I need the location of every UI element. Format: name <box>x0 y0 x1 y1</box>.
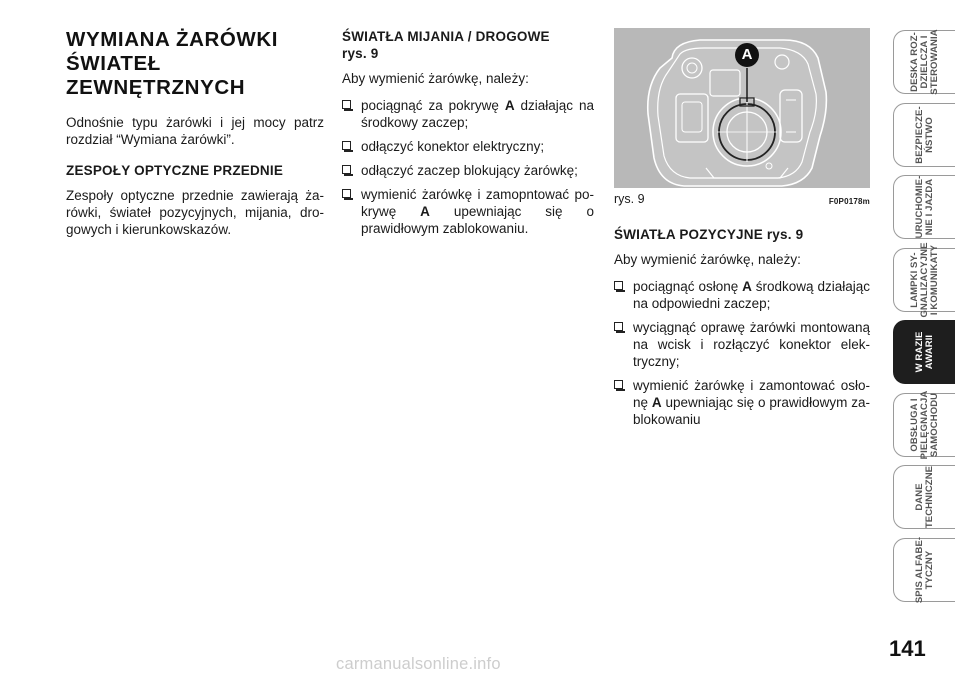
watermark: carmanualsonline.info <box>336 655 501 673</box>
step-item <box>614 377 870 428</box>
low-high-beam-intro: Aby wymienić żarówkę, należy: <box>342 71 529 86</box>
position-lights-steps <box>614 278 870 428</box>
position-lights-intro: Aby wymienić żarówkę, należy: <box>614 252 801 267</box>
figure-caption: rys. 9 <box>614 192 645 206</box>
step-text: środkową działając na odpowiedni zaczep; <box>633 279 870 311</box>
step-item <box>342 186 594 237</box>
main-title-line-3: ZEWNĘTRZNYCH <box>66 76 246 99</box>
tab-technical-data[interactable] <box>893 465 955 529</box>
step-text: działając na środkowy zaczep; <box>361 98 594 130</box>
checkbox-bullet-icon <box>342 141 351 150</box>
callout-label-a: A <box>741 46 753 63</box>
page-number: 141 <box>889 636 926 661</box>
step-text: wyciągnąć oprawę żarówki montowaną na wcisk i rozłączyć konektor elek-tryczny; <box>633 320 870 369</box>
tab-label: DESKA ROZ- DZIELCZA I STEROWANIA <box>908 29 940 95</box>
tab-maintenance[interactable] <box>893 390 955 459</box>
headlamp-figure <box>614 28 870 188</box>
section-heading: ZESPOŁY OPTYCZNE PRZEDNIE <box>66 163 284 178</box>
step-text: odłączyć zaczep blokujący żarówkę; <box>361 163 578 178</box>
main-title-line-2: ŚWIATEŁ <box>66 52 161 75</box>
left-column <box>66 28 324 248</box>
step-letter: A <box>504 98 515 113</box>
step-letter: A <box>742 279 752 294</box>
checkbox-bullet-icon <box>614 322 623 331</box>
checkbox-bullet-icon <box>614 380 623 389</box>
tab-emergency[interactable] <box>893 320 955 384</box>
step-text: wymienić żarówkę i zamontować osło-nę <box>633 378 870 410</box>
step-item <box>342 97 594 131</box>
tab-label: OBSŁUGA I PIELĘGNACJA SAMOCHODU <box>908 390 940 459</box>
tab-warning-lights[interactable] <box>893 241 955 318</box>
tab-label: SPIS ALFABE- TYCZNY <box>913 536 935 603</box>
tab-label: URUCHOMIE- NIE I JAZDA <box>913 175 935 239</box>
position-lights-heading: ŚWIATŁA POZYCYJNE rys. 9 <box>614 227 804 242</box>
middle-column <box>342 28 594 244</box>
figure-code: F0P0178m <box>828 197 870 206</box>
tab-index[interactable] <box>893 538 955 602</box>
step-text: wymienić żarówkę i zamopntować po-krywę <box>361 187 594 219</box>
tab-label: LAMPKI SY- GNALIZACYJNE I KOMUNIKATY <box>908 241 940 318</box>
step-item <box>614 278 870 312</box>
step-letter: A <box>651 395 662 410</box>
main-title-line-1: WYMIANA ŻARÓWKI <box>66 28 279 51</box>
low-high-beam-heading <box>342 28 594 62</box>
step-item <box>614 319 870 370</box>
step-letter: A <box>420 204 430 219</box>
step-text: upewniając się o prawidłowym za-blokowaniu <box>633 395 870 427</box>
tab-label: DANE TECHNICZNE <box>913 465 935 529</box>
low-high-beam-steps <box>342 97 594 237</box>
step-text: odłączyć konektor elektryczny; <box>361 139 545 154</box>
checkbox-bullet-icon <box>342 100 351 109</box>
step-text: pociągnąć osłonę <box>633 279 743 294</box>
main-title <box>66 28 324 100</box>
tab-label: W RAZIE AWARII <box>913 331 935 373</box>
tab-safety[interactable] <box>893 103 955 167</box>
chapter-tabs <box>893 30 960 610</box>
tab-starting-driving[interactable] <box>893 175 955 239</box>
checkbox-bullet-icon <box>342 189 351 198</box>
figure-caption-row <box>614 192 870 206</box>
low-high-beam-heading-line-1: ŚWIATŁA MIJANIA / DROGOWE <box>342 29 550 44</box>
section-paragraph: Zespoły optyczne przednie zawierają ża-rówki, świateł pozycyjnych, mijania, dro-gowych i kierunkowskazów. <box>66 188 324 237</box>
step-item <box>342 162 594 179</box>
tab-dashboard[interactable] <box>893 30 955 94</box>
checkbox-bullet-icon <box>342 165 351 174</box>
checkbox-bullet-icon <box>614 281 623 290</box>
tab-label: BEZPIECZE- ŃSTWO <box>913 105 935 164</box>
intro-paragraph: Odnośnie typu żarówki i jej mocy patrz rozdział “Wymiana żarówki”. <box>66 115 324 147</box>
right-column <box>614 28 870 435</box>
step-text: pociągnąć za pokrywę <box>361 98 505 113</box>
step-text: upewniając się o prawidłowym zablokowaniu. <box>361 204 594 236</box>
step-item <box>342 138 594 155</box>
low-high-beam-heading-line-2: rys. 9 <box>342 46 379 61</box>
